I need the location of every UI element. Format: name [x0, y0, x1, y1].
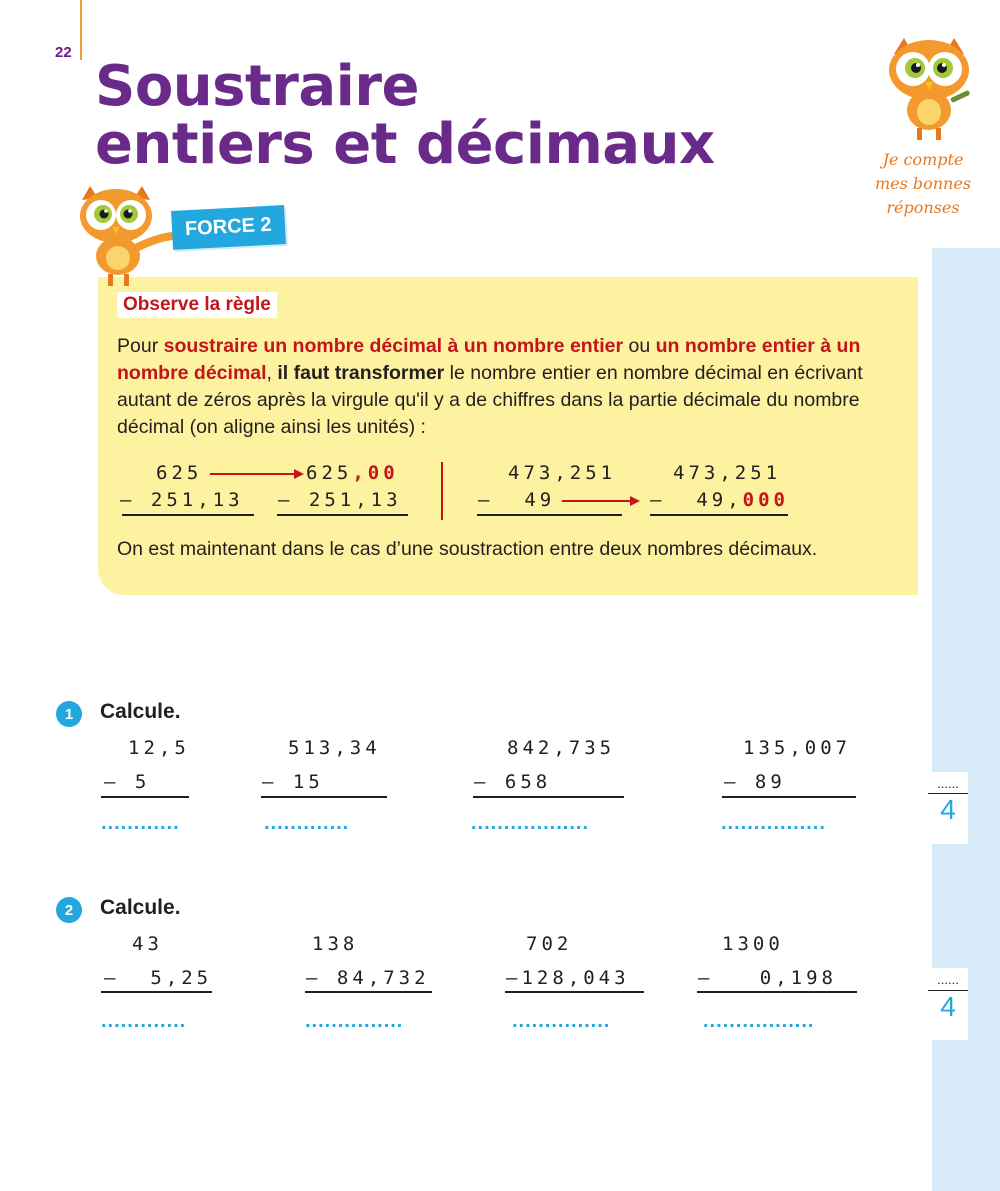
example1-line-after [277, 514, 408, 516]
ex2-op4-answer[interactable]: ................. [703, 1010, 815, 1032]
page-title-line2: entiers et décimaux [95, 112, 715, 177]
example2-arrow [562, 500, 632, 502]
exercise2-title: Calcule. [100, 896, 181, 919]
rule-text-part: , [266, 362, 278, 384]
ex1-op1-answer[interactable]: ............ [101, 812, 180, 834]
ex2-op1-line [101, 991, 212, 993]
page-number-rule [80, 0, 82, 60]
example2-bottom-before: – 49 [478, 489, 556, 511]
ex2-op2-top: 138 [312, 933, 359, 955]
ex2-op1-top: 43 [132, 933, 163, 955]
rule-conclusion: On est maintenant dans le cas d’une soustraction entre deux nombres décimaux. [117, 538, 818, 560]
ex2-op3-line [505, 991, 644, 993]
example1-bottom-after: – 251,13 [278, 489, 402, 511]
example2-top-after: 473,251 [673, 462, 782, 484]
ex2-op1-answer[interactable]: ............. [101, 1010, 187, 1032]
rule-text-part: le nombre entier en nombre décimal en écrivant autant de zéros après la virgule qu'il y a de chiffres dans la partie décimale du nombre décimal (on aligne ainsi les unités) : [117, 362, 863, 438]
ex1-op1-line [101, 796, 189, 798]
ex2-op3-top: 702 [526, 933, 573, 955]
ex1-op4-answer[interactable]: ................ [721, 812, 826, 834]
ex2-op4-bottom: – 0,198 [698, 967, 837, 989]
ex2-op4-top: 1300 [722, 933, 784, 955]
ex2-op4-line [697, 991, 857, 993]
ex1-op1-bottom: – 5 [104, 771, 151, 793]
example1-added-zeros: ,00 [352, 462, 399, 484]
score-tagline [868, 148, 978, 220]
page-title-line1: Soustraire [95, 54, 419, 119]
exercise1-title: Calcule. [100, 700, 181, 723]
rule-text-part: Pour [117, 335, 164, 357]
page-title [95, 54, 715, 177]
ex1-op4-line [722, 796, 856, 798]
example1-top-after [306, 462, 399, 484]
ex2-op2-bottom: – 84,732 [306, 967, 430, 989]
example1-top-after-value: 625 [306, 462, 353, 484]
ex2-op2-line [305, 991, 432, 993]
ex1-op3-answer[interactable]: .................. [471, 812, 590, 834]
rule-text-part: ou [623, 335, 656, 357]
ex1-op4-bottom: – 89 [724, 771, 786, 793]
page-number: 22 [55, 44, 72, 61]
tagline-line1: Je compte [882, 150, 964, 169]
example1-top-before: 625 [156, 462, 203, 484]
example1-line-before [122, 514, 254, 516]
force-badge: FORCE 2 [171, 205, 286, 250]
exercise1-number: 1 [56, 701, 82, 727]
examples-divider [441, 462, 443, 520]
example2-line-after [650, 514, 788, 516]
ex1-op3-bottom: – 658 [474, 771, 552, 793]
rule-text [117, 333, 907, 441]
example1-bottom-before: – 251,13 [120, 489, 244, 511]
tagline-line3: réponses [886, 198, 960, 217]
ex1-op3-line [473, 796, 624, 798]
example2-bottom-after [650, 489, 789, 511]
rule-label: Observe la règle [117, 292, 277, 318]
ex2-op3-bottom: –128,043 [506, 967, 630, 989]
ex2-op2-answer[interactable]: ............... [305, 1010, 404, 1032]
owl-mascot-icon [884, 36, 974, 144]
example2-line-before [477, 514, 622, 516]
ex1-op2-answer[interactable]: ............. [264, 812, 350, 834]
example2-bottom-after-value: – 49, [650, 489, 743, 511]
arrow-right-icon [630, 496, 640, 506]
tagline-line2: mes bonnes [874, 174, 972, 193]
ex2-op1-bottom: – 5,25 [104, 967, 213, 989]
ex1-op2-top: 513,34 [288, 737, 381, 759]
exercise2-number: 2 [56, 897, 82, 923]
ex2-op3-answer[interactable]: ............... [512, 1010, 611, 1032]
ex2-score-max: 4 [940, 991, 956, 1022]
example2-added-zeros: 000 [742, 489, 789, 511]
ex1-score-dots[interactable]: ...... [937, 776, 959, 791]
ex1-score-max: 4 [940, 794, 956, 825]
arrow-right-icon [294, 469, 304, 479]
ex1-op2-bottom: – 15 [262, 771, 324, 793]
score-column [932, 248, 1000, 1191]
ex1-op1-top: 12,5 [128, 737, 190, 759]
example1-arrow [210, 473, 296, 475]
ex1-op2-line [261, 796, 387, 798]
ex1-op3-top: 842,735 [507, 737, 616, 759]
ex1-op4-top: 135,007 [743, 737, 852, 759]
rule-highlight: un nombre entier à un nombre décimal [117, 335, 861, 384]
rule-bold: il faut transformer [277, 362, 445, 384]
owl-pointing-icon [76, 186, 176, 290]
example2-top-before: 473,251 [508, 462, 617, 484]
ex2-score-dots[interactable]: ...... [937, 972, 959, 987]
rule-highlight: soustraire un nombre décimal à un nombre entier [163, 335, 624, 357]
